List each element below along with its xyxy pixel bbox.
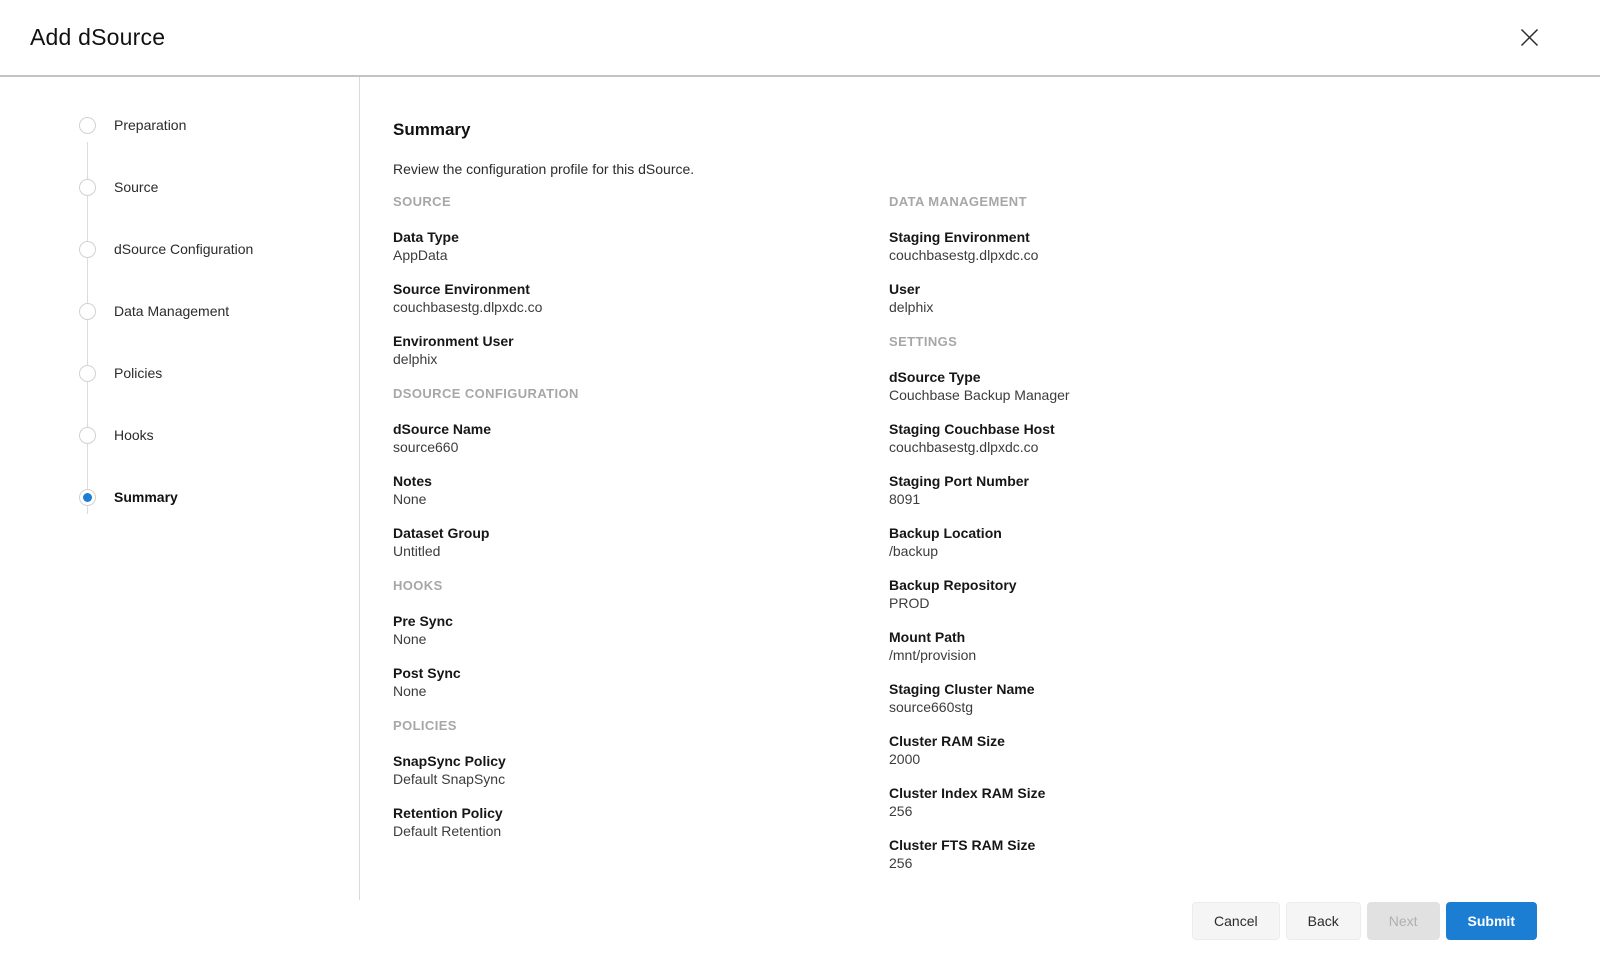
stepper-item-source[interactable]: [0, 156, 359, 218]
stepper-item-summary[interactable]: [0, 466, 359, 528]
step-circle-icon: [79, 117, 96, 134]
field-cluster-ram-size: [889, 732, 1560, 768]
field-value: None: [393, 683, 427, 699]
field-label: Source Environment: [393, 281, 530, 297]
field-dsource-name: [393, 420, 889, 456]
field-dataset-group: [393, 524, 889, 560]
field-value: Untitled: [393, 543, 441, 559]
field-value: couchbasestg.dlpxdc.co: [889, 247, 1039, 263]
section-source: [393, 194, 889, 368]
field-label: Data Type: [393, 229, 459, 245]
step-label: Source: [114, 179, 159, 195]
field-retention-policy: [393, 804, 889, 840]
section-policies: [393, 718, 889, 840]
field-value: couchbasestg.dlpxdc.co: [889, 439, 1039, 455]
section-hooks: [393, 578, 889, 700]
field-value: None: [393, 631, 427, 647]
field-label: Staging Environment: [889, 229, 1030, 245]
field-backup-location: [889, 524, 1560, 560]
field-cluster-fts-ram-size: [889, 836, 1560, 872]
stepper-item-data-management[interactable]: [0, 280, 359, 342]
stepper-item-dsource-configuration[interactable]: [0, 218, 359, 280]
field-value: delphix: [393, 351, 438, 367]
field-cluster-index-ram-size: [889, 784, 1560, 820]
field-value: couchbasestg.dlpxdc.co: [393, 299, 543, 315]
back-button[interactable]: Back: [1286, 902, 1361, 940]
dialog-body: [0, 77, 1600, 900]
section-heading: HOOKS: [393, 578, 443, 593]
field-label: dSource Name: [393, 421, 492, 437]
field-value: delphix: [889, 299, 934, 315]
field-user: [889, 280, 1560, 316]
summary-columns: [393, 194, 1560, 890]
step-active-dot-icon: [79, 489, 96, 506]
field-environment-user: [393, 332, 889, 368]
field-label: Retention Policy: [393, 805, 503, 821]
section-heading: SETTINGS: [889, 334, 958, 349]
field-value: source660: [393, 439, 459, 455]
step-label: Summary: [114, 489, 178, 505]
close-button[interactable]: [1515, 23, 1544, 52]
field-label: Post Sync: [393, 665, 461, 681]
field-label: Backup Location: [889, 525, 1002, 541]
field-label: Backup Repository: [889, 577, 1017, 593]
step-circle-icon: [79, 241, 96, 258]
field-value: Default SnapSync: [393, 771, 506, 787]
field-staging-cluster-name: [889, 680, 1560, 716]
field-data-type: [393, 228, 889, 264]
stepper-item-policies[interactable]: [0, 342, 359, 404]
step-circle-icon: [79, 365, 96, 382]
stepper: [0, 77, 360, 900]
field-label: Dataset Group: [393, 525, 490, 541]
section-heading: SOURCE: [393, 194, 452, 209]
field-label: Notes: [393, 473, 432, 489]
section-data-management: [889, 194, 1560, 316]
section-heading: POLICIES: [393, 718, 457, 733]
page-title: Summary: [393, 120, 471, 139]
field-pre-sync: [393, 612, 889, 648]
section-heading: DATA MANAGEMENT: [889, 194, 1027, 209]
field-label: User: [889, 281, 921, 297]
field-label: Environment User: [393, 333, 514, 349]
field-value: Default Retention: [393, 823, 502, 839]
step-label: Data Management: [114, 303, 230, 319]
field-label: SnapSync Policy: [393, 753, 506, 769]
field-staging-port-number: [889, 472, 1560, 508]
step-circle-icon: [79, 427, 96, 444]
field-backup-repository: [889, 576, 1560, 612]
section-settings: [889, 334, 1560, 872]
field-value: 256: [889, 803, 913, 819]
field-label: dSource Type: [889, 369, 981, 385]
field-dsource-type: [889, 368, 1560, 404]
field-post-sync: [393, 664, 889, 700]
field-value: /mnt/provision: [889, 647, 977, 663]
close-icon: [1519, 27, 1540, 48]
field-notes: [393, 472, 889, 508]
step-circle-icon: [79, 179, 96, 196]
summary-panel: [360, 77, 1600, 900]
field-label: Cluster FTS RAM Size: [889, 837, 1036, 853]
field-mount-path: [889, 628, 1560, 664]
summary-column-left: [393, 194, 889, 890]
dialog-header: [0, 0, 1600, 77]
submit-button[interactable]: Submit: [1446, 902, 1537, 940]
field-value: None: [393, 491, 427, 507]
next-button[interactable]: Next: [1367, 902, 1440, 940]
field-label: Staging Couchbase Host: [889, 421, 1055, 437]
field-label: Staging Cluster Name: [889, 681, 1035, 697]
dialog-title: Add dSource: [30, 24, 166, 50]
step-circle-icon: [79, 303, 96, 320]
field-value: PROD: [889, 595, 930, 611]
field-value: /backup: [889, 543, 939, 559]
field-value: source660stg: [889, 699, 974, 715]
step-label: dSource Configuration: [114, 241, 254, 257]
step-label: Policies: [114, 365, 163, 381]
footer-actions: [1192, 902, 1537, 940]
field-label: Pre Sync: [393, 613, 453, 629]
field-label: Cluster RAM Size: [889, 733, 1005, 749]
field-snapsync-policy: [393, 752, 889, 788]
field-value: 8091: [889, 491, 921, 507]
stepper-item-preparation[interactable]: [0, 94, 359, 156]
field-staging-couchbase-host: [889, 420, 1560, 456]
summary-column-right: [889, 194, 1560, 890]
page-description: Review the configuration profile for this dSource.: [393, 161, 695, 177]
field-value: 256: [889, 855, 913, 871]
field-label: Cluster Index RAM Size: [889, 785, 1046, 801]
field-label: Mount Path: [889, 629, 966, 645]
cancel-button[interactable]: Cancel: [1192, 902, 1280, 940]
step-label: Hooks: [114, 427, 154, 443]
field-source-environment: [393, 280, 889, 316]
stepper-item-hooks[interactable]: [0, 404, 359, 466]
field-value: AppData: [393, 247, 448, 263]
field-staging-environment: [889, 228, 1560, 264]
field-value: Couchbase Backup Manager: [889, 387, 1070, 403]
section-dsource-configuration: [393, 386, 889, 560]
field-value: 2000: [889, 751, 921, 767]
field-label: Staging Port Number: [889, 473, 1030, 489]
step-label: Preparation: [114, 117, 187, 133]
section-heading: DSOURCE CONFIGURATION: [393, 386, 579, 401]
